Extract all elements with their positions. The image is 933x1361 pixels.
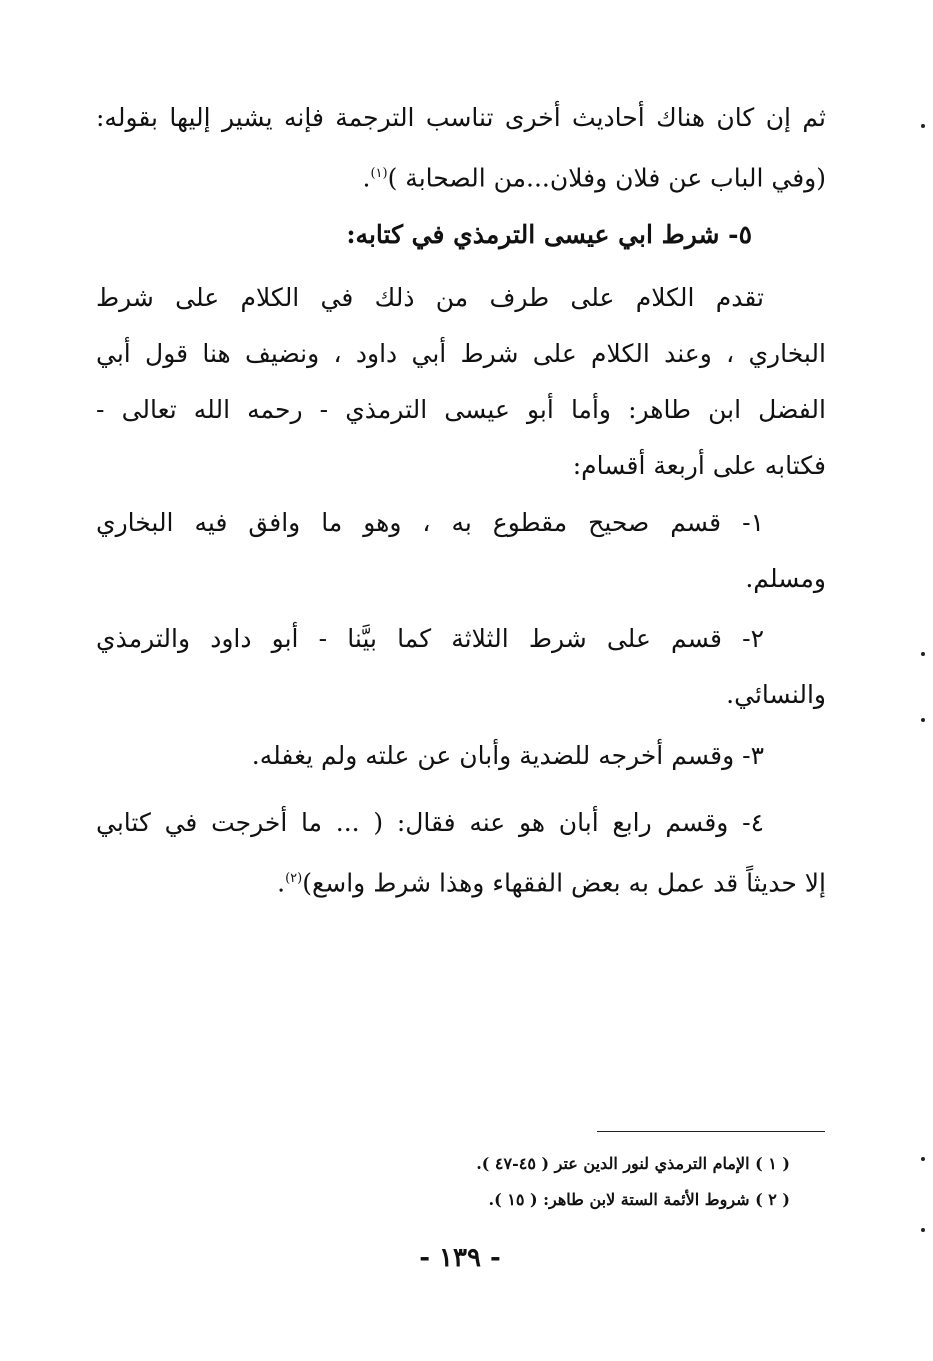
heading-text: ٥- شرط ابي عيسى الترمذي في كتابه: [346,220,752,249]
margin-dot [921,718,925,722]
text-line: والنسائي. [726,680,826,709]
paragraph-conditions [96,270,826,494]
text-line: ومسلم. [745,564,826,593]
text-run: (وفي الباب عن فلان وفلان...من الصحابة ) [387,163,826,193]
footnote-ref: (١) [370,166,388,181]
list-item [96,795,826,911]
text-line [96,146,826,206]
text-line: ٣- وقسم أخرجه للضدية وأبان عن علته ولم يغفله. [251,741,764,770]
footnote: ( ١ ) الإمام الترمذي لنور الدين عتر ( ٤٥-٤٧ ). [476,1154,790,1173]
margin-dot [921,124,925,128]
text-line: ثم إن كان هناك أحاديث أخرى تناسب الترجمة فإنه يشير إليها بقوله: [96,103,826,132]
list-item [96,611,826,723]
text-line: تقدم الكلام على طرف من ذلك في الكلام على شرط [96,283,764,312]
footnote: ( ٢ ) شروط الأئمة الستة لابن طاهر: ( ١٥ ). [488,1190,790,1209]
margin-dot [921,1157,925,1161]
footnote-ref: (٢) [285,871,303,886]
paragraph-intro [96,90,826,206]
text-line: ١- قسم صحيح مقطوع به ، وهو ما وافق فيه البخاري [96,508,764,537]
section-heading [96,207,826,263]
list-item [96,728,826,784]
margin-dot [921,652,925,656]
text-line: ٤- وقسم رابع أبان هو عنه فقال: ( ... ما أخرجت في كتابي [96,808,764,837]
footnote-divider [597,1131,825,1132]
text-line: فكتابه على أربعة أقسام: [572,451,826,480]
text-line: الفضل ابن طاهر: وأما أبو عيسى الترمذي - رحمه الله تعالى - [96,395,826,424]
footnotes [440,1146,790,1218]
text-run: . [362,163,371,193]
text-line: ٢- قسم على شرط الثلاثة كما بيَّنا - أبو داود والترمذي [96,624,764,653]
page-number: - ١٣٩ - [419,1243,501,1273]
text-run: إلا حديثاً قد عمل به بعض الفقهاء وهذا شرط واسع) [302,868,826,898]
text-run: . [277,868,286,898]
list-item [96,495,826,607]
text-line: البخاري ، وعند الكلام على شرط أبي داود ، ونضيف هنا قول أبي [96,339,826,368]
margin-dot [921,1228,925,1232]
text-line [96,851,826,911]
